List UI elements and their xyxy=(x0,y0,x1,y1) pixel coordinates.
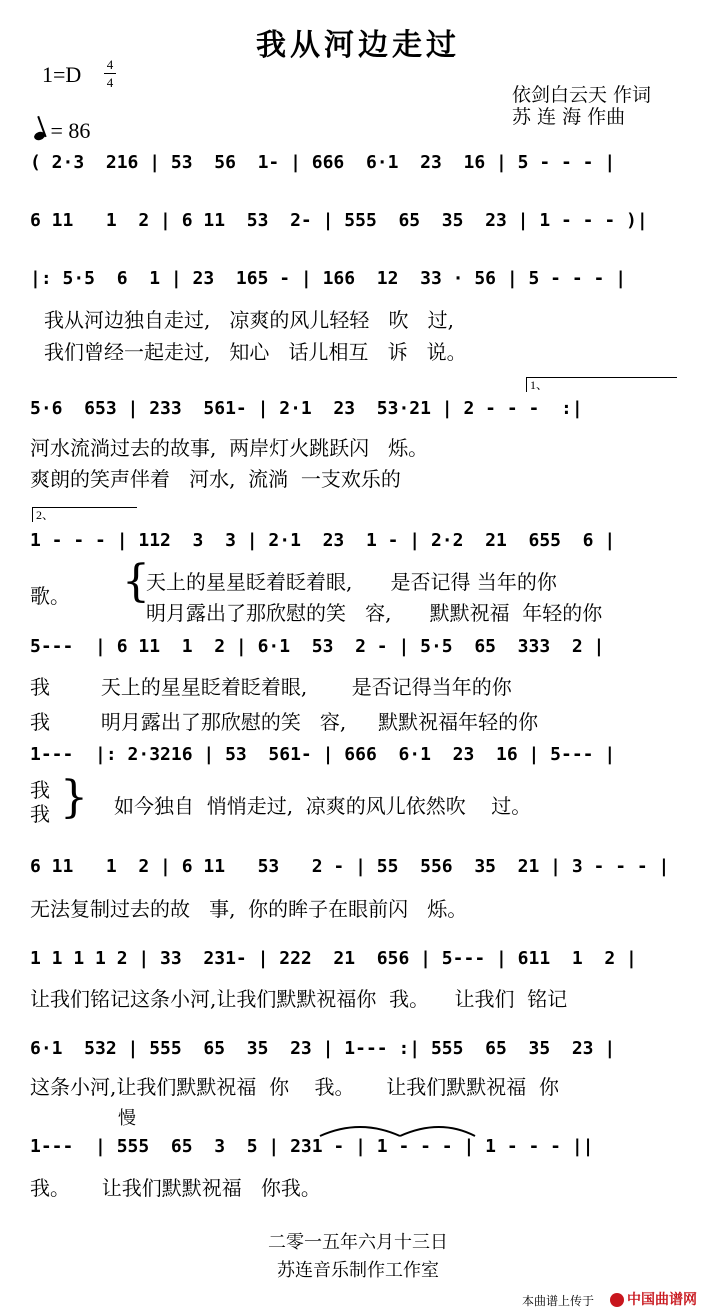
notation-row: 6 11 1 2 | 6 11 53 2 - | 55 556 35 21 | 3 - - - | xyxy=(30,856,670,877)
lyric-line: 天上的星星眨着眨着眼, 是否记得 当年的你 xyxy=(146,570,557,594)
notation-row: 1--- | 555 65 3 5 | 231 - | 1 - - - | 1 - - - || xyxy=(30,1136,594,1157)
lyric-line: 我从河边独自走过, 凉爽的风儿轻轻 吹 过, xyxy=(44,308,454,332)
notation-row: 1 1 1 1 2 | 33 231- | 222 21 656 | 5--- | 611 1 2 | xyxy=(30,948,637,969)
first-ending-bracket: 1、 xyxy=(526,377,677,392)
tempo-slow-marking: 慢 xyxy=(118,1108,136,1129)
logo-icon xyxy=(610,1293,624,1307)
lyric-line: 河水流淌过去的故事, 两岸灯火跳跃闪 烁。 xyxy=(30,436,429,460)
time-sig-bottom: 4 xyxy=(106,75,114,90)
footer-date: 二零一五年六月十三日 xyxy=(268,1232,448,1253)
notation-row: 5·6 653 | 233 561- | 2·1 23 53·21 | 2 - - - :| xyxy=(30,398,583,419)
notation-row: 6 11 1 2 | 6 11 53 2- | 555 65 35 23 | 1 - - - )| xyxy=(30,210,648,231)
lyric-line: 让我们铭记这条小河,让我们默默祝福你 我。 让我们 铭记 xyxy=(30,987,568,1011)
lyric-brace: } xyxy=(60,772,88,823)
logo-text: 中国曲谱网 xyxy=(627,1292,697,1308)
tie-arc-icon xyxy=(300,1118,480,1142)
notation-row: 1--- |: 2·3216 | 53 561- | 666 6·1 23 16 | 5--- | xyxy=(30,744,616,765)
notation-row: 5--- | 6 11 1 2 | 6·1 53 2 - | 5·5 65 333 2 | xyxy=(30,636,605,657)
lyric-line: 如今独自 悄悄走过, 凉爽的风儿依然吹 过。 xyxy=(114,794,532,818)
second-ending-bracket: 2、 xyxy=(32,507,137,522)
lyric-line: 我们曾经一起走过, 知心 话儿相互 诉 说。 xyxy=(44,340,467,364)
time-signature xyxy=(104,58,116,89)
lyricist-credit: 依剑白云天 作词 xyxy=(512,84,652,106)
credits xyxy=(512,84,651,128)
lyric-line: 爽朗的笑声伴着 河水, 流淌 一支欢乐的 xyxy=(30,467,401,491)
tempo-value: = 86 xyxy=(50,118,91,143)
notation-row: ( 2·3 216 | 53 56 1- | 666 6·1 23 16 | 5 - - - | xyxy=(30,152,616,173)
tempo-marking xyxy=(34,118,90,144)
lyric-line: 我 天上的星星眨着眨着眼, 是否记得当年的你 xyxy=(30,675,512,699)
time-sig-bar xyxy=(104,73,116,74)
lyric-line: 明月露出了那欣慰的笑 容, 默默祝福 年轻的你 xyxy=(146,601,603,625)
lyric-line: 无法复制过去的故 事, 你的眸子在眼前闪 烁。 xyxy=(30,897,468,921)
key-signature: 1=D xyxy=(42,62,82,87)
lyric-line: 我 xyxy=(30,778,50,802)
time-sig-top: 4 xyxy=(106,57,114,72)
lyric-line: 我 xyxy=(30,802,50,826)
notation-row: 1 - - - | 112 3 3 | 2·1 23 1 - | 2·2 21 655 6 | xyxy=(30,530,616,551)
site-logo[interactable] xyxy=(610,1289,697,1309)
lyric-line: 我。 让我们默默祝福 你我。 xyxy=(30,1176,321,1200)
song-title: 我从河边走过 xyxy=(256,28,460,63)
upload-note: 本曲谱上传于 xyxy=(522,1294,595,1308)
notation-row: 6·1 532 | 555 65 35 23 | 1--- :| 555 65 35 23 | xyxy=(30,1038,616,1059)
footer-studio: 苏连音乐制作工作室 xyxy=(277,1260,439,1281)
lyric-line: 这条小河,让我们默默祝福 你 我。 让我们默默祝福 你 xyxy=(30,1075,560,1099)
composer-credit: 苏 连 海 作曲 xyxy=(512,106,626,128)
quarter-note-icon xyxy=(33,130,46,141)
lyric-line: 歌。 xyxy=(30,584,70,608)
notation-row: |: 5·5 6 1 | 23 165 - | 166 12 33 · 56 | 5 - - - | xyxy=(30,268,627,289)
lyric-line: 我 明月露出了那欣慰的笑 容, 默默祝福年轻的你 xyxy=(30,710,539,734)
lyric-brace: { xyxy=(122,556,150,607)
